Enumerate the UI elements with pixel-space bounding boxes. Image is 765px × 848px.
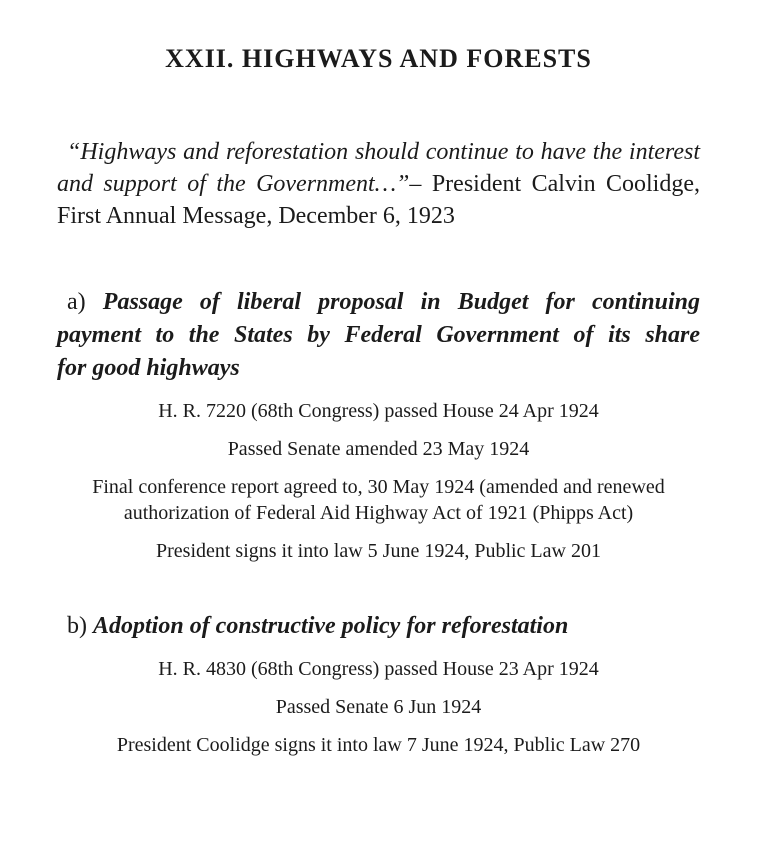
page-title: XXII. HIGHWAYS AND FORESTS xyxy=(165,44,592,73)
section-a-label: a) xyxy=(67,289,86,315)
entry-text: authorization of Federal Aid Highway Act of 1921 (Phipps Act) xyxy=(123,502,634,524)
entry-text: Passed Senate 6 Jun 1924 xyxy=(275,696,482,718)
legislative-entry xyxy=(57,474,700,526)
legislative-entry xyxy=(57,694,700,720)
heading-line xyxy=(57,286,700,319)
entry-text: Final conference report agreed to, 30 May 1924 (amended and renewed xyxy=(92,476,665,498)
quote-line xyxy=(57,168,700,200)
legislative-entry xyxy=(57,436,700,462)
quote-italic-text: and support of the Government…” xyxy=(57,171,410,197)
quote-italic-text: “Highways and reforestation should continue to have the interest xyxy=(67,139,700,165)
quote-line xyxy=(57,136,700,168)
section-a-heading xyxy=(57,286,700,385)
quote-paragraph xyxy=(57,136,700,232)
section-b-label: b) xyxy=(67,613,87,639)
legislative-entry xyxy=(57,656,700,682)
quote-line xyxy=(57,200,700,232)
legislative-entry xyxy=(57,398,700,424)
section-a-entries xyxy=(57,398,700,564)
heading-line xyxy=(57,319,700,352)
section-b-heading xyxy=(57,610,700,643)
heading-line xyxy=(57,610,700,643)
entry-text: Passed Senate amended 23 May 1924 xyxy=(227,438,530,460)
entry-text: President Coolidge signs it into law 7 June 1924, Public Law 270 xyxy=(116,734,641,756)
heading-italic-text: Adoption of constructive policy for reforestation xyxy=(93,613,569,639)
heading-italic-text: Passage of liberal proposal in Budget for continuing xyxy=(102,289,700,315)
legislative-entry xyxy=(57,538,700,564)
entry-text: H. R. 4830 (68th Congress) passed House 23 Apr 1924 xyxy=(158,658,599,680)
legislative-entry xyxy=(57,732,700,758)
entry-text: President signs it into law 5 June 1924, Public Law 201 xyxy=(156,540,601,562)
heading-italic-text: payment to the States by Federal Government of its share xyxy=(57,322,700,348)
heading-italic-text: for good highways xyxy=(57,355,240,381)
quote-attribution: – President Calvin Coolidge, xyxy=(409,171,701,197)
quote-attribution: First Annual Message, December 6, 1923 xyxy=(57,203,455,229)
section-b-entries xyxy=(57,656,700,758)
heading-line xyxy=(57,352,700,385)
entry-text: H. R. 7220 (68th Congress) passed House 24 Apr 1924 xyxy=(158,400,599,422)
